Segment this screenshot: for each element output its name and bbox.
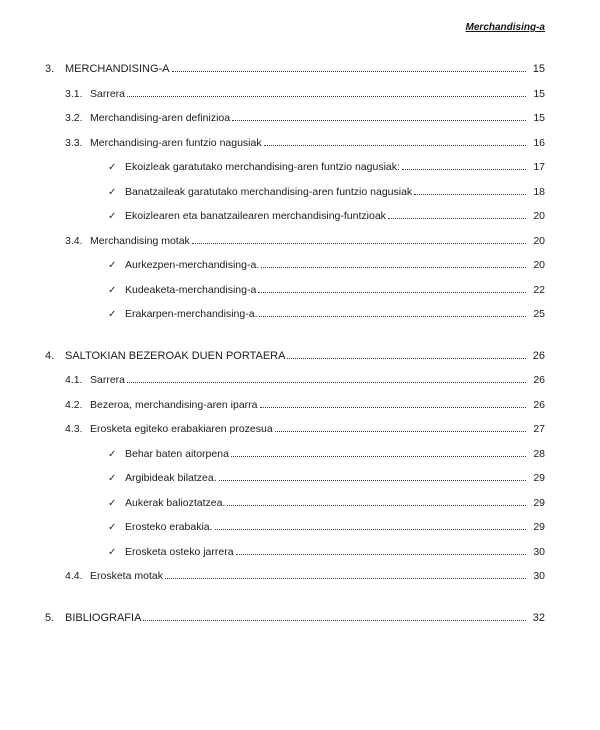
- leader-dots: [172, 71, 526, 72]
- toc-entry-label: Ekoizlearen eta banatzailearen merchandising-funtzioak: [125, 210, 386, 222]
- leader-dots: [165, 578, 526, 579]
- toc-entry[interactable]: [45, 606, 545, 631]
- check-icon: ✓: [108, 260, 117, 271]
- toc-entry-number: 4.: [45, 349, 55, 362]
- toc-entry-number: 4.3.: [65, 423, 83, 435]
- toc-entry[interactable]: [45, 302, 545, 327]
- leader-dots: [259, 316, 526, 317]
- toc-entry-label: Aukerak balioztatzea.: [125, 496, 226, 509]
- toc-entry-number: 4.1.: [65, 374, 83, 386]
- toc-entry-label: Erosketa osteko jarrera: [125, 545, 234, 558]
- leader-dots: [192, 243, 526, 244]
- toc-entry-label: Sarrera: [90, 87, 126, 100]
- toc-entry-label: Ekoizleak garatutako merchandising-aren funtzio nagusiak:: [125, 161, 400, 173]
- toc-entry[interactable]: [45, 393, 545, 418]
- toc-entry-page: 17: [533, 161, 545, 173]
- leader-dots: [264, 145, 526, 146]
- toc-entry-number: 4.4.: [65, 570, 83, 582]
- toc-entry-page: 30: [533, 570, 545, 582]
- toc-entry[interactable]: [45, 106, 545, 131]
- toc-entry[interactable]: [45, 515, 545, 540]
- leader-dots: [260, 407, 526, 408]
- toc-entry[interactable]: [45, 417, 545, 442]
- table-of-contents: [45, 57, 545, 630]
- toc-entry-page: 16: [533, 136, 545, 149]
- toc-entry-page: 15: [532, 63, 545, 75]
- toc-entry-label: MERCHANDISING-A: [65, 63, 170, 75]
- leader-dots: [258, 292, 526, 293]
- leader-dots: [127, 382, 526, 383]
- toc-entry[interactable]: [45, 368, 545, 393]
- toc-entry-page: 32: [532, 611, 545, 624]
- toc-entry-page: 20: [533, 259, 545, 271]
- toc-entry[interactable]: [45, 131, 545, 156]
- toc-entry-page: 25: [533, 308, 545, 320]
- toc-entry-label: Merchandising-aren definizioa: [90, 112, 231, 124]
- toc-entry-label: BIBLIOGRAFIA: [65, 611, 142, 624]
- check-icon: ✓: [108, 186, 117, 198]
- toc-entry-page: 15: [533, 87, 545, 100]
- toc-entry[interactable]: [45, 540, 545, 565]
- toc-entry-label: Merchandising motak: [90, 234, 190, 247]
- toc-entry-page: 30: [533, 545, 545, 558]
- toc-entry[interactable]: [45, 564, 545, 589]
- toc-entry[interactable]: [45, 442, 545, 467]
- toc-entry-label: Banatzaileak garatutako merchandising-aren funtzio nagusiak: [125, 185, 413, 198]
- toc-entry-page: 28: [533, 447, 545, 460]
- leader-dots: [231, 456, 526, 457]
- toc-entry-page: 29: [533, 496, 545, 509]
- toc-entry-label: Merchandising-aren funtzio nagusiak: [90, 136, 262, 149]
- toc-entry-page: 26: [533, 398, 545, 411]
- toc-entry[interactable]: [45, 204, 545, 229]
- toc-entry[interactable]: [45, 155, 545, 180]
- check-icon: ✓: [108, 448, 117, 460]
- toc-entry[interactable]: [45, 57, 545, 82]
- toc-entry[interactable]: [45, 466, 545, 491]
- toc-entry[interactable]: [45, 180, 545, 205]
- check-icon: ✓: [108, 162, 117, 173]
- check-icon: ✓: [108, 309, 117, 320]
- toc-entry-label: Erosteko erabakia.: [125, 521, 213, 533]
- leader-dots: [287, 358, 526, 359]
- toc-entry-number: 3.1.: [65, 87, 83, 100]
- toc-entry-page: 29: [533, 521, 545, 533]
- toc-entry-number: 3.3.: [65, 136, 83, 149]
- toc-entry-page: 20: [533, 210, 545, 222]
- toc-entry-label: Sarrera: [90, 374, 126, 386]
- check-icon: ✓: [108, 211, 117, 222]
- toc-entry-page: 29: [533, 472, 545, 484]
- toc-entry-page: 26: [533, 374, 545, 386]
- toc-entry[interactable]: [45, 491, 545, 516]
- toc-entry-number: 4.2.: [65, 398, 83, 411]
- toc-entry-number: 5.: [45, 611, 55, 624]
- toc-entry-page: 26: [532, 349, 545, 362]
- toc-entry-label: SALTOKIAN BEZEROAK DUEN PORTAERA: [65, 349, 286, 362]
- toc-entry-number: 3.2.: [65, 112, 83, 124]
- toc-entry-label: Erosketa motak: [90, 570, 163, 582]
- leader-dots: [261, 267, 526, 268]
- toc-entry-label: Erosketa egiteko erabakiaren prozesua: [90, 423, 273, 435]
- leader-dots: [232, 120, 526, 121]
- toc-entry-label: Aurkezpen-merchandising-a.: [125, 259, 260, 271]
- toc-entry[interactable]: [45, 229, 545, 254]
- leader-dots: [227, 505, 526, 506]
- leader-dots: [143, 620, 526, 621]
- check-icon: ✓: [108, 522, 117, 533]
- toc-entry[interactable]: [45, 278, 545, 303]
- check-icon: ✓: [108, 284, 117, 296]
- toc-entry-page: 15: [533, 112, 545, 124]
- leader-dots: [388, 218, 526, 219]
- running-header: Merchandising-a: [465, 22, 545, 33]
- leader-dots: [236, 554, 526, 555]
- toc-entry-label: Erakarpen-merchandising-a.: [125, 308, 258, 320]
- leader-dots: [275, 431, 526, 432]
- toc-entry[interactable]: [45, 82, 545, 107]
- leader-dots: [414, 194, 526, 195]
- toc-entry-label: Bezeroa, merchandising-aren iparra: [90, 398, 258, 411]
- toc-entry-number: 3.4.: [65, 234, 83, 247]
- leader-dots: [219, 480, 526, 481]
- toc-entry-page: 27: [533, 423, 545, 435]
- toc-entry-page: 18: [533, 185, 545, 198]
- toc-entry[interactable]: [45, 344, 545, 369]
- toc-entry[interactable]: [45, 253, 545, 278]
- toc-entry-label: Kudeaketa-merchandising-a: [125, 283, 257, 296]
- toc-entry-number: 3.: [45, 63, 55, 75]
- toc-entry-page: 20: [533, 234, 545, 247]
- leader-dots: [215, 529, 526, 530]
- check-icon: ✓: [108, 546, 117, 558]
- toc-entry-label: Behar baten aitorpena: [125, 447, 229, 460]
- toc-entry-page: 22: [533, 283, 545, 296]
- toc-entry-label: Argibideak bilatzea.: [125, 472, 217, 484]
- leader-dots: [402, 169, 526, 170]
- check-icon: ✓: [108, 497, 117, 509]
- leader-dots: [127, 96, 526, 97]
- check-icon: ✓: [108, 473, 117, 484]
